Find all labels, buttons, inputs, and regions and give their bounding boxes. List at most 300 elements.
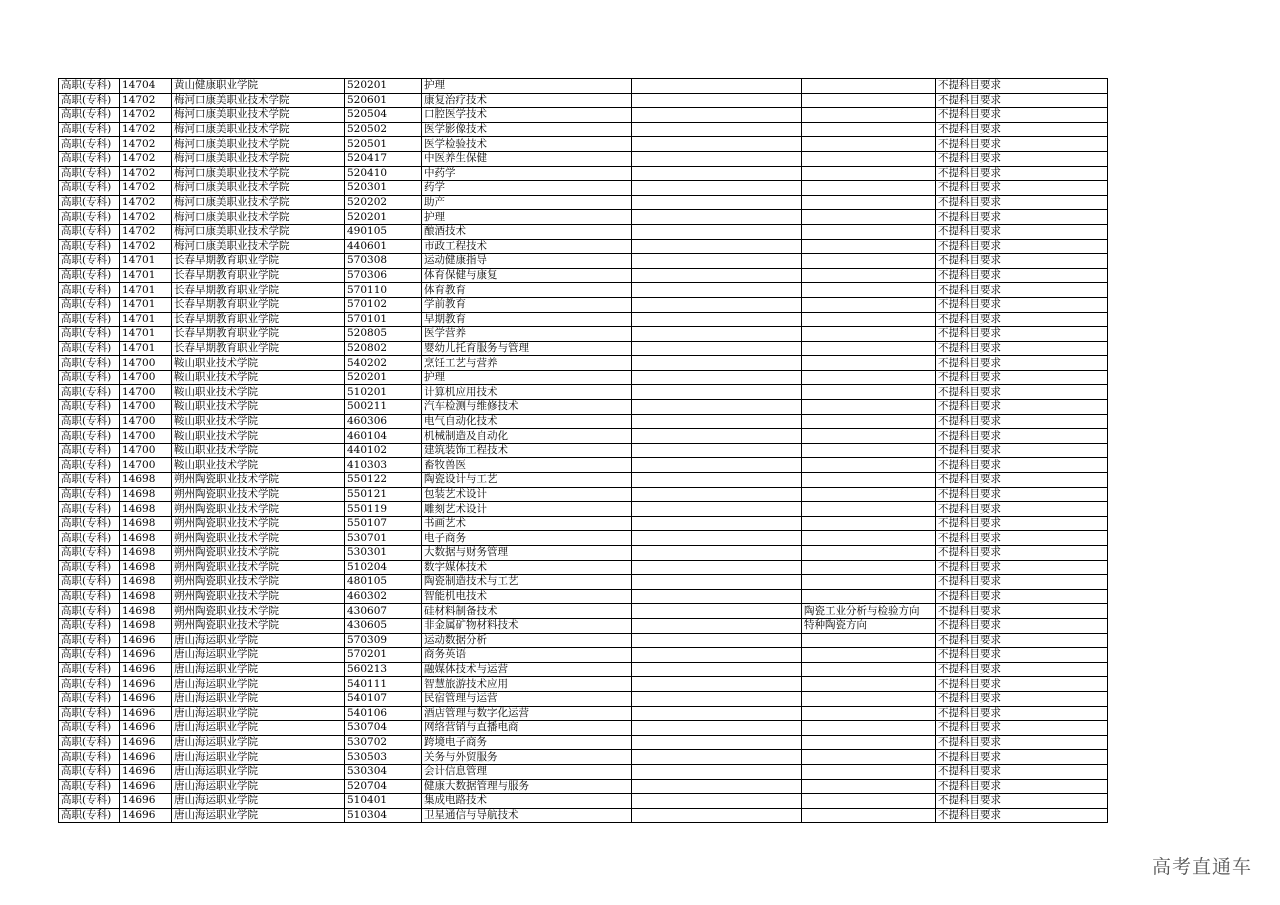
direction-cell [802, 473, 936, 488]
school-code-cell: 14696 [120, 662, 172, 677]
level-cell: 高职(专科) [59, 370, 120, 385]
note-cell [632, 604, 802, 619]
major-code-cell: 460306 [345, 414, 422, 429]
school-name-cell: 鞍山职业技术学院 [172, 356, 345, 371]
school-name-cell: 朔州陶瓷职业技术学院 [172, 604, 345, 619]
school-code-cell: 14698 [120, 575, 172, 590]
requirement-cell: 不提科目要求 [936, 502, 1108, 517]
direction-cell [802, 531, 936, 546]
level-cell: 高职(专科) [59, 356, 120, 371]
direction-cell [802, 706, 936, 721]
major-name-cell: 药学 [422, 181, 632, 196]
direction-cell [802, 400, 936, 415]
note-cell [632, 706, 802, 721]
table-row [59, 443, 1108, 458]
major-name-cell: 汽车检测与维修技术 [422, 400, 632, 415]
table-row [59, 108, 1108, 123]
table-row [59, 764, 1108, 779]
school-name-cell: 梅河口康美职业技术学院 [172, 137, 345, 152]
school-name-cell: 朔州陶瓷职业技术学院 [172, 618, 345, 633]
direction-cell [802, 312, 936, 327]
level-cell: 高职(专科) [59, 297, 120, 312]
major-name-cell: 雕刻艺术设计 [422, 502, 632, 517]
direction-cell [802, 750, 936, 765]
direction-cell [802, 356, 936, 371]
school-code-cell: 14702 [120, 181, 172, 196]
direction-cell [802, 589, 936, 604]
table-row [59, 327, 1108, 342]
level-cell: 高职(专科) [59, 531, 120, 546]
major-code-cell: 440102 [345, 443, 422, 458]
note-cell [632, 794, 802, 809]
requirement-cell: 不提科目要求 [936, 79, 1108, 94]
requirement-cell: 不提科目要求 [936, 779, 1108, 794]
school-code-cell: 14700 [120, 385, 172, 400]
requirement-cell: 不提科目要求 [936, 531, 1108, 546]
level-cell: 高职(专科) [59, 239, 120, 254]
school-name-cell: 唐山海运职业学院 [172, 677, 345, 692]
direction-cell [802, 224, 936, 239]
direction-cell [802, 370, 936, 385]
major-name-cell: 护理 [422, 79, 632, 94]
major-name-cell: 体育保健与康复 [422, 268, 632, 283]
level-cell: 高职(专科) [59, 516, 120, 531]
direction-cell [802, 662, 936, 677]
direction-cell [802, 297, 936, 312]
school-code-cell: 14698 [120, 516, 172, 531]
major-code-cell: 540202 [345, 356, 422, 371]
level-cell: 高职(专科) [59, 604, 120, 619]
level-cell: 高职(专科) [59, 385, 120, 400]
level-cell: 高职(专科) [59, 750, 120, 765]
requirement-cell: 不提科目要求 [936, 122, 1108, 137]
level-cell: 高职(专科) [59, 429, 120, 444]
note-cell [632, 166, 802, 181]
major-name-cell: 电子商务 [422, 531, 632, 546]
school-name-cell: 鞍山职业技术学院 [172, 443, 345, 458]
major-code-cell: 530702 [345, 735, 422, 750]
major-code-cell: 570110 [345, 283, 422, 298]
level-cell: 高职(专科) [59, 210, 120, 225]
level-cell: 高职(专科) [59, 662, 120, 677]
level-cell: 高职(专科) [59, 151, 120, 166]
direction-cell [802, 691, 936, 706]
requirement-cell: 不提科目要求 [936, 195, 1108, 210]
major-name-cell: 卫星通信与导航技术 [422, 808, 632, 823]
school-code-cell: 14704 [120, 79, 172, 94]
level-cell: 高职(专科) [59, 473, 120, 488]
major-code-cell: 520301 [345, 181, 422, 196]
major-name-cell: 酒店管理与数字化运营 [422, 706, 632, 721]
major-name-cell: 跨境电子商务 [422, 735, 632, 750]
table-row [59, 400, 1108, 415]
requirement-cell: 不提科目要求 [936, 618, 1108, 633]
school-name-cell: 梅河口康美职业技术学院 [172, 108, 345, 123]
major-name-cell: 酿酒技术 [422, 224, 632, 239]
table-row [59, 166, 1108, 181]
major-code-cell: 570201 [345, 648, 422, 663]
major-code-cell: 520201 [345, 370, 422, 385]
school-name-cell: 黄山健康职业学院 [172, 79, 345, 94]
note-cell [632, 633, 802, 648]
major-name-cell: 关务与外贸服务 [422, 750, 632, 765]
school-name-cell: 唐山海运职业学院 [172, 662, 345, 677]
note-cell [632, 677, 802, 692]
note-cell [632, 327, 802, 342]
direction-cell [802, 268, 936, 283]
school-code-cell: 14696 [120, 706, 172, 721]
requirement-cell: 不提科目要求 [936, 546, 1108, 561]
note-cell [632, 487, 802, 502]
direction-cell [802, 560, 936, 575]
school-code-cell: 14696 [120, 764, 172, 779]
direction-cell [802, 808, 936, 823]
school-name-cell: 朔州陶瓷职业技术学院 [172, 575, 345, 590]
school-name-cell: 鞍山职业技术学院 [172, 385, 345, 400]
table-row [59, 794, 1108, 809]
school-name-cell: 梅河口康美职业技术学院 [172, 239, 345, 254]
major-code-cell: 520501 [345, 137, 422, 152]
major-code-cell: 550119 [345, 502, 422, 517]
major-code-cell: 540107 [345, 691, 422, 706]
school-name-cell: 唐山海运职业学院 [172, 779, 345, 794]
requirement-cell: 不提科目要求 [936, 589, 1108, 604]
table-row [59, 239, 1108, 254]
note-cell [632, 735, 802, 750]
school-code-cell: 14698 [120, 487, 172, 502]
table-row [59, 750, 1108, 765]
table-row [59, 137, 1108, 152]
major-name-cell: 早期教育 [422, 312, 632, 327]
direction-cell: 陶瓷工业分析与检验方向 [802, 604, 936, 619]
major-code-cell: 520502 [345, 122, 422, 137]
level-cell: 高职(专科) [59, 443, 120, 458]
major-code-cell: 530704 [345, 721, 422, 736]
level-cell: 高职(专科) [59, 721, 120, 736]
major-name-cell: 书画艺术 [422, 516, 632, 531]
requirement-cell: 不提科目要求 [936, 356, 1108, 371]
major-name-cell: 中药学 [422, 166, 632, 181]
level-cell: 高职(专科) [59, 224, 120, 239]
table-row [59, 779, 1108, 794]
requirement-cell: 不提科目要求 [936, 516, 1108, 531]
school-name-cell: 唐山海运职业学院 [172, 764, 345, 779]
school-code-cell: 14700 [120, 458, 172, 473]
note-cell [632, 341, 802, 356]
school-code-cell: 14702 [120, 239, 172, 254]
note-cell [632, 79, 802, 94]
note-cell [632, 575, 802, 590]
school-code-cell: 14700 [120, 414, 172, 429]
requirement-cell: 不提科目要求 [936, 429, 1108, 444]
major-name-cell: 建筑装饰工程技术 [422, 443, 632, 458]
level-cell: 高职(专科) [59, 633, 120, 648]
school-name-cell: 朔州陶瓷职业技术学院 [172, 546, 345, 561]
note-cell [632, 779, 802, 794]
table-row [59, 385, 1108, 400]
major-name-cell: 护理 [422, 210, 632, 225]
direction-cell [802, 341, 936, 356]
note-cell [632, 648, 802, 663]
table-row [59, 531, 1108, 546]
major-name-cell: 智慧旅游技术应用 [422, 677, 632, 692]
table-row [59, 618, 1108, 633]
major-table [58, 78, 1108, 823]
major-name-cell: 陶瓷设计与工艺 [422, 473, 632, 488]
note-cell [632, 414, 802, 429]
school-name-cell: 唐山海运职业学院 [172, 721, 345, 736]
requirement-cell: 不提科目要求 [936, 151, 1108, 166]
major-name-cell: 中医养生保健 [422, 151, 632, 166]
level-cell: 高职(专科) [59, 400, 120, 415]
level-cell: 高职(专科) [59, 764, 120, 779]
school-name-cell: 鞍山职业技术学院 [172, 458, 345, 473]
school-code-cell: 14700 [120, 429, 172, 444]
level-cell: 高职(专科) [59, 691, 120, 706]
major-code-cell: 540106 [345, 706, 422, 721]
school-code-cell: 14698 [120, 560, 172, 575]
major-name-cell: 集成电路技术 [422, 794, 632, 809]
table-row [59, 691, 1108, 706]
requirement-cell: 不提科目要求 [936, 297, 1108, 312]
requirement-cell: 不提科目要求 [936, 794, 1108, 809]
note-cell [632, 721, 802, 736]
requirement-cell: 不提科目要求 [936, 93, 1108, 108]
school-code-cell: 14696 [120, 648, 172, 663]
direction-cell [802, 677, 936, 692]
school-code-cell: 14698 [120, 618, 172, 633]
direction-cell [802, 79, 936, 94]
level-cell: 高职(专科) [59, 341, 120, 356]
major-name-cell: 电气自动化技术 [422, 414, 632, 429]
school-name-cell: 长春早期教育职业学院 [172, 297, 345, 312]
major-code-cell: 510201 [345, 385, 422, 400]
school-code-cell: 14701 [120, 341, 172, 356]
note-cell [632, 210, 802, 225]
school-name-cell: 唐山海运职业学院 [172, 808, 345, 823]
direction-cell [802, 210, 936, 225]
major-name-cell: 助产 [422, 195, 632, 210]
direction-cell [802, 487, 936, 502]
level-cell: 高职(专科) [59, 575, 120, 590]
direction-cell [802, 93, 936, 108]
requirement-cell: 不提科目要求 [936, 662, 1108, 677]
major-code-cell: 520417 [345, 151, 422, 166]
direction-cell [802, 181, 936, 196]
major-name-cell: 陶瓷制造技术与工艺 [422, 575, 632, 590]
note-cell [632, 283, 802, 298]
note-cell [632, 764, 802, 779]
school-code-cell: 14701 [120, 327, 172, 342]
major-code-cell: 460302 [345, 589, 422, 604]
direction-cell [802, 151, 936, 166]
direction-cell [802, 735, 936, 750]
requirement-cell: 不提科目要求 [936, 706, 1108, 721]
table-row [59, 283, 1108, 298]
table-row [59, 254, 1108, 269]
table-row [59, 575, 1108, 590]
major-name-cell: 会计信息管理 [422, 764, 632, 779]
direction-cell [802, 122, 936, 137]
school-code-cell: 14701 [120, 297, 172, 312]
level-cell: 高职(专科) [59, 502, 120, 517]
level-cell: 高职(专科) [59, 779, 120, 794]
direction-cell [802, 779, 936, 794]
major-name-cell: 商务英语 [422, 648, 632, 663]
table-row [59, 516, 1108, 531]
direction-cell [802, 458, 936, 473]
note-cell [632, 443, 802, 458]
note-cell [632, 400, 802, 415]
direction-cell [802, 283, 936, 298]
school-code-cell: 14698 [120, 604, 172, 619]
school-name-cell: 长春早期教育职业学院 [172, 254, 345, 269]
requirement-cell: 不提科目要求 [936, 604, 1108, 619]
major-code-cell: 480105 [345, 575, 422, 590]
note-cell [632, 137, 802, 152]
major-code-cell: 520601 [345, 93, 422, 108]
level-cell: 高职(专科) [59, 648, 120, 663]
table-row [59, 473, 1108, 488]
major-code-cell: 570101 [345, 312, 422, 327]
major-code-cell: 460104 [345, 429, 422, 444]
school-code-cell: 14702 [120, 195, 172, 210]
school-name-cell: 鞍山职业技术学院 [172, 400, 345, 415]
direction-cell [802, 195, 936, 210]
school-code-cell: 14696 [120, 794, 172, 809]
major-code-cell: 500211 [345, 400, 422, 415]
direction-cell [802, 327, 936, 342]
major-name-cell: 非金属矿物材料技术 [422, 618, 632, 633]
major-code-cell: 410303 [345, 458, 422, 473]
school-code-cell: 14700 [120, 356, 172, 371]
table-row [59, 502, 1108, 517]
level-cell: 高职(专科) [59, 166, 120, 181]
table-row [59, 181, 1108, 196]
major-code-cell: 520201 [345, 210, 422, 225]
level-cell: 高职(专科) [59, 181, 120, 196]
school-name-cell: 梅河口康美职业技术学院 [172, 181, 345, 196]
level-cell: 高职(专科) [59, 706, 120, 721]
school-name-cell: 唐山海运职业学院 [172, 633, 345, 648]
note-cell [632, 312, 802, 327]
requirement-cell: 不提科目要求 [936, 691, 1108, 706]
note-cell [632, 151, 802, 166]
note-cell [632, 750, 802, 765]
major-code-cell: 550121 [345, 487, 422, 502]
major-name-cell: 医学检验技术 [422, 137, 632, 152]
school-name-cell: 长春早期教育职业学院 [172, 341, 345, 356]
school-code-cell: 14700 [120, 443, 172, 458]
major-name-cell: 体育教育 [422, 283, 632, 298]
major-code-cell: 520202 [345, 195, 422, 210]
school-code-cell: 14696 [120, 779, 172, 794]
note-cell [632, 429, 802, 444]
major-name-cell: 护理 [422, 370, 632, 385]
note-cell [632, 108, 802, 123]
requirement-cell: 不提科目要求 [936, 808, 1108, 823]
major-code-cell: 520201 [345, 79, 422, 94]
note-cell [632, 254, 802, 269]
note-cell [632, 531, 802, 546]
level-cell: 高职(专科) [59, 560, 120, 575]
school-code-cell: 14701 [120, 268, 172, 283]
school-name-cell: 梅河口康美职业技术学院 [172, 224, 345, 239]
school-code-cell: 14696 [120, 735, 172, 750]
note-cell [632, 370, 802, 385]
direction-cell [802, 239, 936, 254]
note-cell [632, 356, 802, 371]
direction-cell [802, 429, 936, 444]
requirement-cell: 不提科目要求 [936, 648, 1108, 663]
note-cell [632, 473, 802, 488]
major-code-cell: 520805 [345, 327, 422, 342]
major-code-cell: 550107 [345, 516, 422, 531]
major-code-cell: 510401 [345, 794, 422, 809]
level-cell: 高职(专科) [59, 122, 120, 137]
requirement-cell: 不提科目要求 [936, 400, 1108, 415]
major-name-cell: 口腔医学技术 [422, 108, 632, 123]
major-name-cell: 大数据与财务管理 [422, 546, 632, 561]
table-row [59, 79, 1108, 94]
school-code-cell: 14702 [120, 224, 172, 239]
school-code-cell: 14702 [120, 122, 172, 137]
school-code-cell: 14702 [120, 166, 172, 181]
major-code-cell: 570309 [345, 633, 422, 648]
school-name-cell: 朔州陶瓷职业技术学院 [172, 531, 345, 546]
direction-cell [802, 108, 936, 123]
major-code-cell: 520802 [345, 341, 422, 356]
level-cell: 高职(专科) [59, 677, 120, 692]
requirement-cell: 不提科目要求 [936, 764, 1108, 779]
table-row [59, 706, 1108, 721]
note-cell [632, 560, 802, 575]
school-name-cell: 鞍山职业技术学院 [172, 429, 345, 444]
note-cell [632, 502, 802, 517]
requirement-cell: 不提科目要求 [936, 443, 1108, 458]
school-code-cell: 14698 [120, 531, 172, 546]
level-cell: 高职(专科) [59, 589, 120, 604]
table-row [59, 93, 1108, 108]
major-code-cell: 530503 [345, 750, 422, 765]
major-name-cell: 融媒体技术与运营 [422, 662, 632, 677]
requirement-cell: 不提科目要求 [936, 327, 1108, 342]
requirement-cell: 不提科目要求 [936, 677, 1108, 692]
requirement-cell: 不提科目要求 [936, 239, 1108, 254]
direction-cell [802, 764, 936, 779]
major-code-cell: 530701 [345, 531, 422, 546]
major-code-cell: 520410 [345, 166, 422, 181]
direction-cell [802, 794, 936, 809]
level-cell: 高职(专科) [59, 808, 120, 823]
note-cell [632, 181, 802, 196]
major-code-cell: 560213 [345, 662, 422, 677]
school-code-cell: 14698 [120, 589, 172, 604]
school-name-cell: 梅河口康美职业技术学院 [172, 195, 345, 210]
table-row [59, 662, 1108, 677]
school-name-cell: 长春早期教育职业学院 [172, 283, 345, 298]
major-code-cell: 550122 [345, 473, 422, 488]
requirement-cell: 不提科目要求 [936, 721, 1108, 736]
major-name-cell: 运动健康指导 [422, 254, 632, 269]
table-row [59, 546, 1108, 561]
major-name-cell: 机械制造及自动化 [422, 429, 632, 444]
table-row [59, 224, 1108, 239]
school-name-cell: 梅河口康美职业技术学院 [172, 93, 345, 108]
requirement-cell: 不提科目要求 [936, 370, 1108, 385]
level-cell: 高职(专科) [59, 268, 120, 283]
major-code-cell: 490105 [345, 224, 422, 239]
